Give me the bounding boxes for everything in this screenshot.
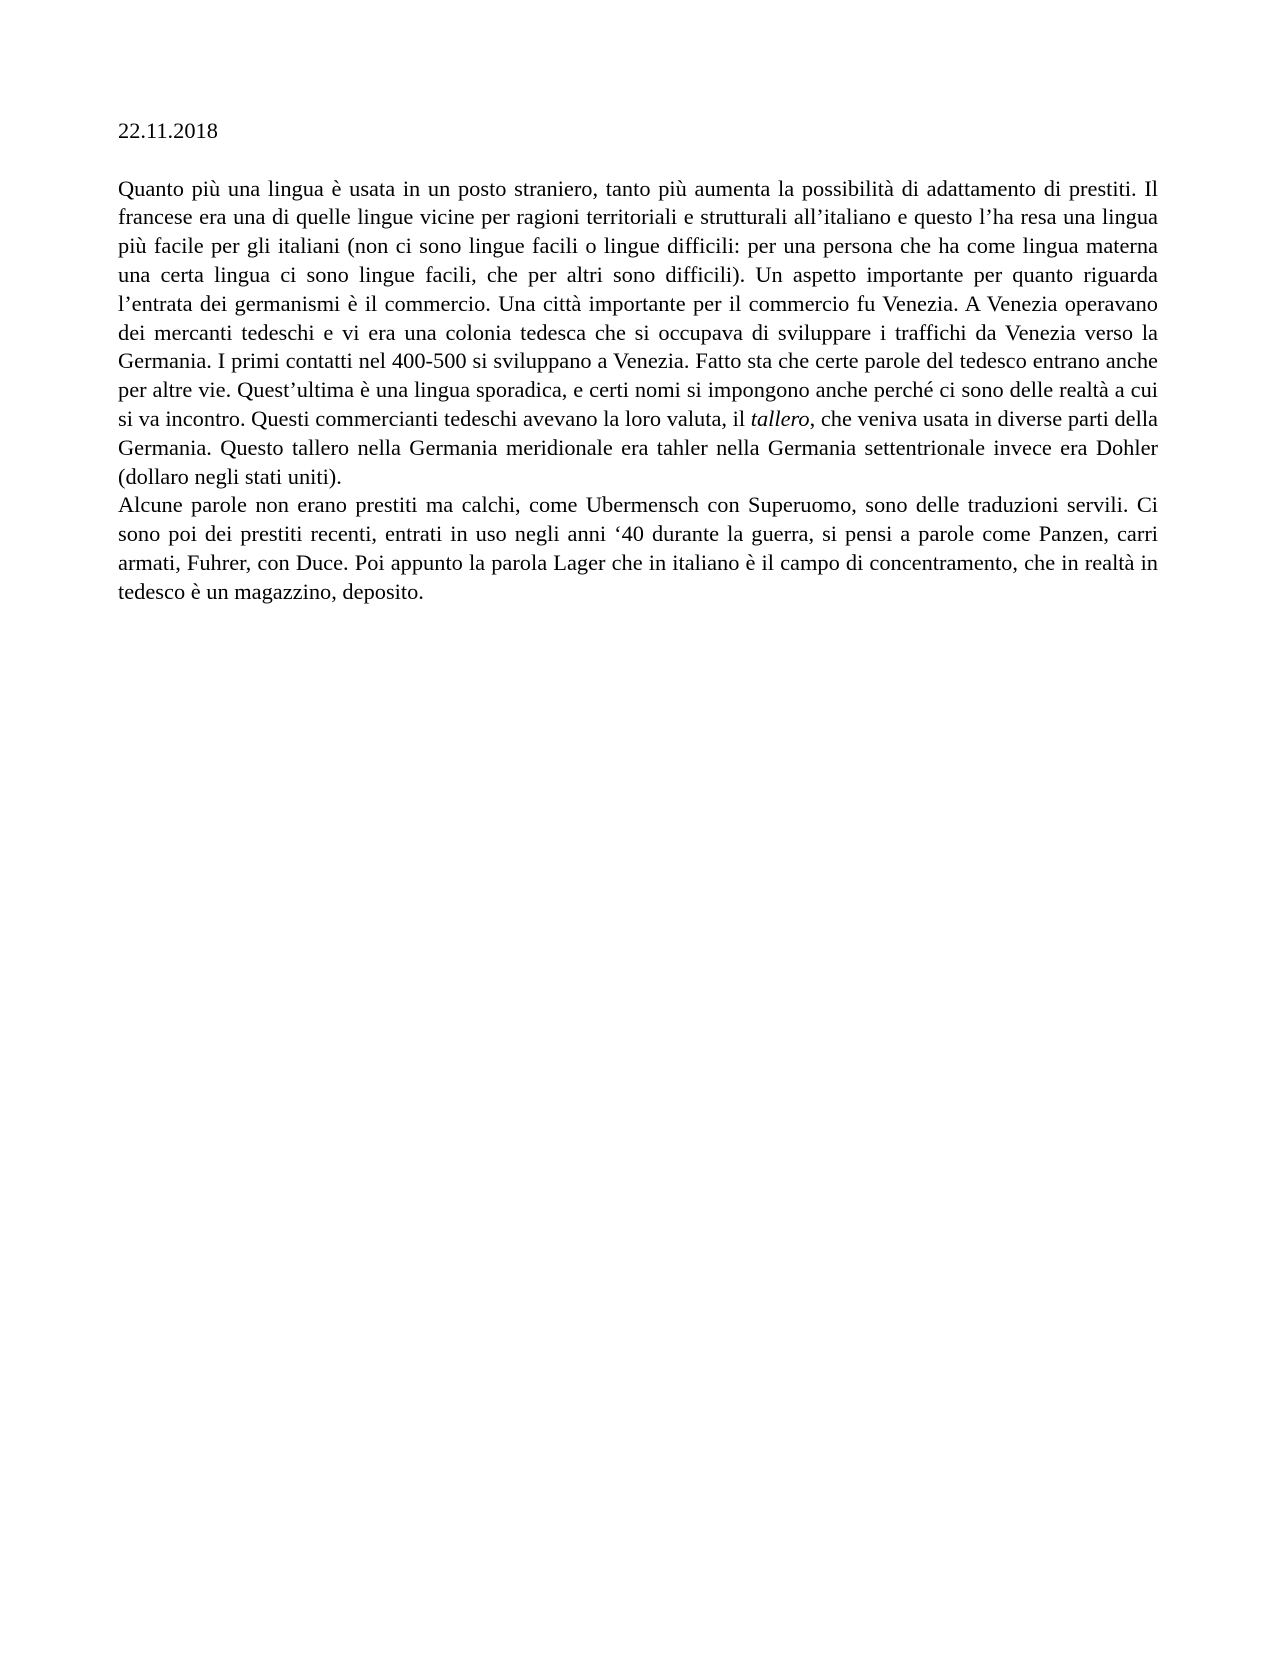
document-page (118, 117, 1158, 607)
paragraph-1-text-b: , che veniva usata in diverse parti della Germania. Questo tallero nella Germania meridionale era tahler nella Germania settentrionale invece era Dohler (dollaro negli stati uniti). (118, 405, 1158, 489)
paragraph-1 (118, 175, 1158, 492)
italic-term-tallero: tallero (750, 405, 810, 431)
document-date: 22.11.2018 (118, 118, 218, 143)
paragraph-2: Alcune parole non erano prestiti ma calchi, come Ubermensch con Superuomo, sono delle traduzioni servili. Ci sono poi dei prestiti recenti, entrati in uso negli anni ‘40 durante la guerra, si pensi a parole come Panzen, carri armati, Fuhrer, con Duce. Poi appunto la parola Lager che in italiano è il campo di concentramento, che in realtà in tedesco è un magazzino, deposito. (118, 492, 1158, 604)
paragraph-1-text-a: Quanto più una lingua è usata in un posto straniero, tanto più aumenta la possibilità di adattamento di prestiti. Il francese era una di quelle lingue vicine per ragioni territoriali e strutturali all’italiano e questo l’ha resa una lingua più facile per gli italiani (non ci sono lingue facili o lingue difficili: per una persona che ha come lingua materna una certa lingua ci sono lingue facili, che per altri sono difficili). Un aspetto importante per quanto riguarda l’entrata dei germanismi è il commercio. Una città importante per il commercio fu Venezia. A Venezia operavano dei mercanti tedeschi e vi era una colonia tedesca che si occupava di sviluppare i traffichi da Venezia verso la Germania. I primi contatti nel 400-500 si sviluppano a Venezia. Fatto sta che certe parole del tedesco entrano anche per altre vie. Quest’ultima è una lingua sporadica, e certi nomi si impongono anche perché ci sono delle realtà a cui si va incontro. Questi commercianti tedeschi avevano la loro valuta, il (118, 175, 1158, 431)
